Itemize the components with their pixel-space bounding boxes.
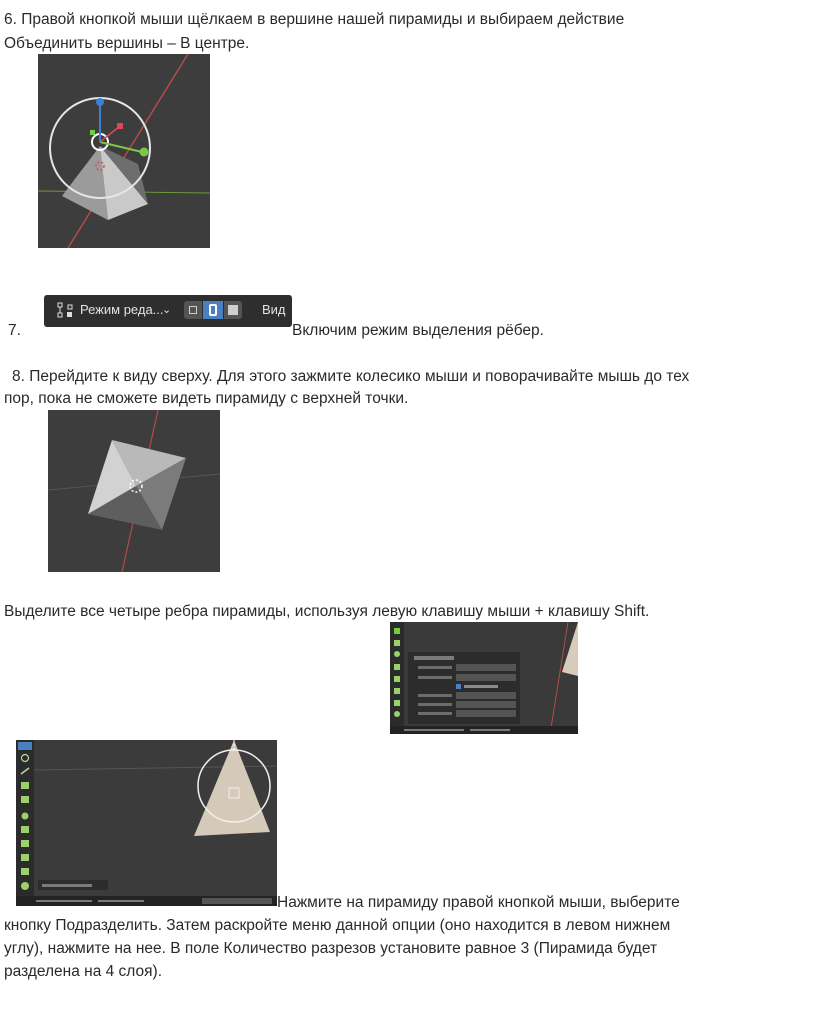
vertex-select-button[interactable] — [184, 301, 202, 319]
vertex-mode-icon — [57, 302, 73, 318]
step10-line4: разделена на 4 слоя). — [4, 963, 162, 980]
vertex-select-icon — [189, 306, 197, 314]
view-menu[interactable]: Вид — [262, 302, 286, 317]
edit-mode-toolbar — [44, 295, 292, 327]
step7-number: 7. — [8, 322, 21, 339]
step8-line1: 8. Перейдите к виду сверху. Для этого зажмите колесико мыши и поворачивайте мышь до тех — [12, 368, 690, 385]
step8-line2: пор, пока не сможете видеть пирамиду с верхней точки. — [4, 390, 409, 407]
step6-line1: 6. Правой кнопкой мыши щёлкаем в вершине нашей пирамиды и выбираем действие — [4, 11, 625, 28]
step10-line3: углу), нажмите на нее. В поле Количество разрезов установите равное 3 (Пирамида будет — [4, 940, 658, 957]
step10-line1: Нажмите на пирамиду правой кнопкой мыши, выберите — [277, 894, 680, 911]
subdivide-panel-screenshot — [390, 622, 578, 734]
pyramid-gizmo-screenshot — [38, 54, 210, 248]
edge-select-button[interactable] — [203, 301, 223, 319]
pyramid-top-view-screenshot — [48, 410, 220, 572]
step6-line2: Объединить вершины – В центре. — [4, 35, 250, 52]
step9-text: Выделите все четыре ребра пирамиды, используя левую клавишу мыши + клавишу Shift. — [4, 603, 650, 620]
mode-dropdown-label[interactable]: Режим реда... — [80, 302, 164, 317]
edge-select-icon — [209, 304, 217, 316]
face-select-button[interactable] — [224, 301, 242, 319]
step7-text: Включим режим выделения рёбер. — [292, 322, 544, 339]
step10-line2: кнопку Подразделить. Затем раскройте меню данной опции (оно находится в левом нижнем — [4, 917, 671, 934]
subdivide-viewport-screenshot — [16, 740, 277, 906]
face-select-icon — [228, 305, 238, 315]
chevron-down-icon[interactable]: ⌄ — [162, 304, 172, 316]
